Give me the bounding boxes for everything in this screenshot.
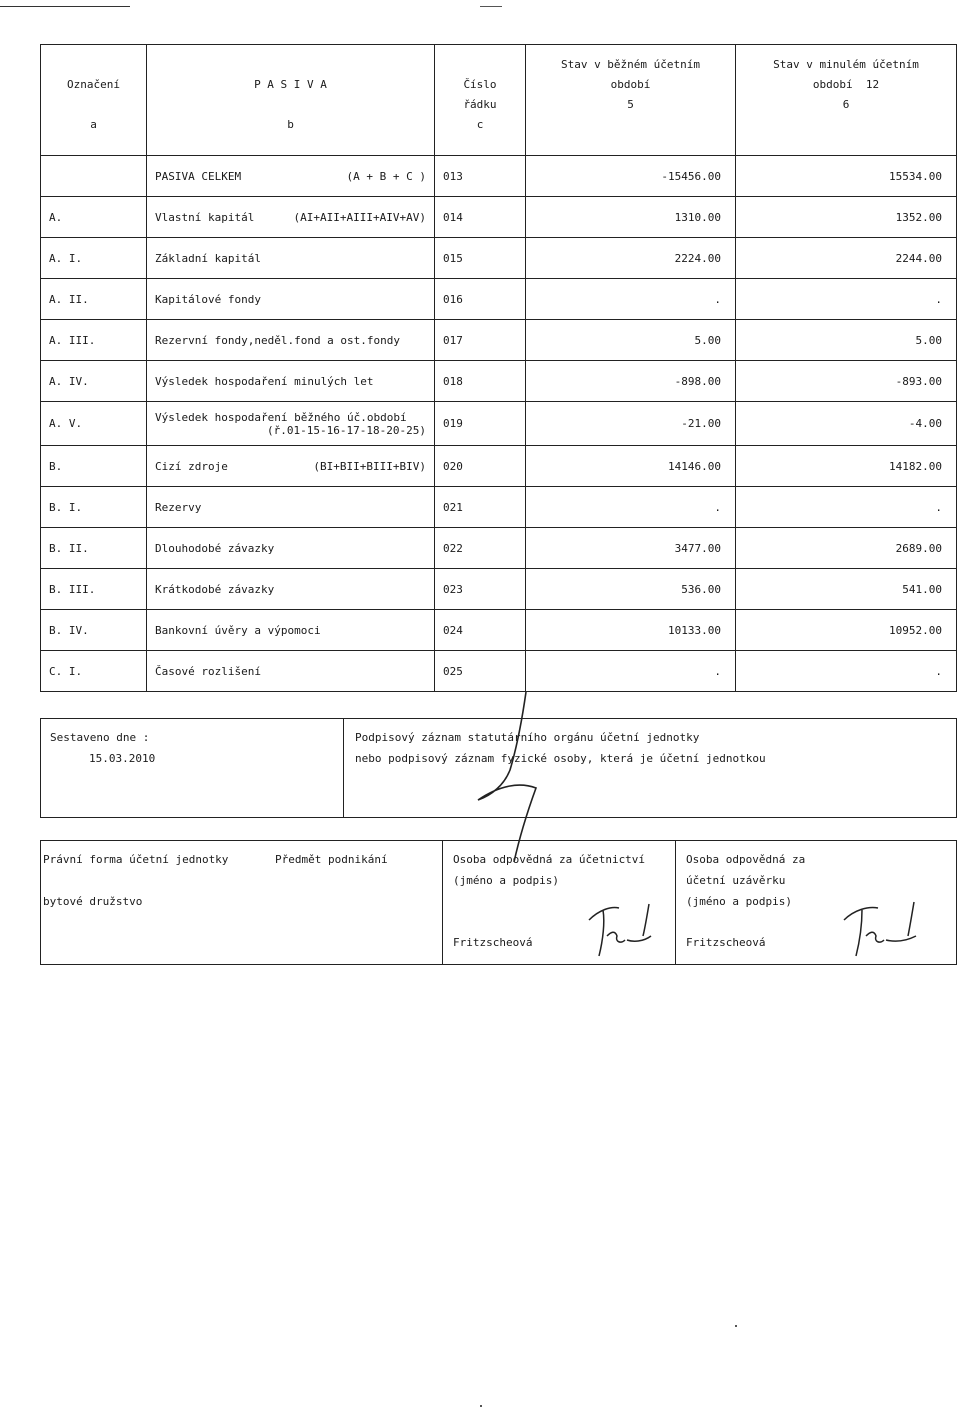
- row-code-cell: [41, 238, 147, 279]
- row-name: Rezervní fondy,neděl.fond a ost.fondy: [155, 333, 401, 347]
- row-code-cell: [41, 651, 147, 692]
- row-number-cell: [435, 320, 526, 361]
- row-current-value: .: [714, 664, 721, 678]
- header-pasiva: [147, 45, 435, 156]
- row-current-value-cell: [526, 446, 736, 487]
- row-previous-value-cell: [736, 569, 957, 610]
- row-number: 024: [443, 623, 463, 637]
- row-previous-value-cell: [736, 446, 957, 487]
- row-formula: (A + B + C ): [346, 169, 426, 183]
- speck: [480, 1405, 482, 1407]
- row-name-cell: [147, 361, 435, 402]
- row-previous-value: 2244.00: [895, 251, 942, 265]
- row-previous-value-cell: [736, 320, 957, 361]
- row-code: B. III.: [49, 582, 96, 596]
- row-name: Časové rozlišení: [155, 664, 261, 678]
- row-name-cell: [147, 610, 435, 651]
- row-code: A. II.: [49, 292, 89, 306]
- header-col-c: c: [476, 118, 484, 131]
- row-number: 014: [443, 210, 463, 224]
- header-cislo-line2: řádku: [463, 98, 497, 111]
- row-name-wrap: [155, 460, 426, 473]
- uzaverka-signature: [840, 898, 920, 960]
- row-name: Základní kapitál: [155, 251, 261, 265]
- row-number: 013: [443, 169, 463, 183]
- row-current-value-cell: [526, 279, 736, 320]
- row-number-cell: [435, 156, 526, 197]
- row-previous-value-cell: [736, 156, 957, 197]
- row-name-cell: [147, 569, 435, 610]
- row-name: Bankovní úvěry a výpomoci: [155, 623, 321, 637]
- row-number: 022: [443, 541, 463, 555]
- row-current-value: 536.00: [681, 582, 721, 596]
- header-pasiva-label: P A S I V A: [254, 78, 327, 91]
- row-name-cell: [147, 197, 435, 238]
- table-row: [41, 402, 957, 446]
- row-name-cell: [147, 651, 435, 692]
- row-name: PASIVA CELKEM: [155, 169, 242, 183]
- row-number: 016: [443, 292, 463, 306]
- row-previous-value-cell: [736, 528, 957, 569]
- row-name: Výsledek hospodaření běžného úč.období: [155, 410, 407, 424]
- footer-divider-1: [442, 841, 443, 964]
- row-name-cell: [147, 156, 435, 197]
- row-name: Vlastní kapitál: [155, 210, 255, 224]
- sestaveno-label: Sestaveno dne :: [50, 731, 150, 744]
- header-col-6: 6: [842, 98, 850, 111]
- row-current-value-cell: [526, 651, 736, 692]
- row-formula: (AI+AII+AIII+AIV+AV): [293, 210, 426, 224]
- row-previous-value-cell: [736, 238, 957, 279]
- row-code: A.: [49, 210, 63, 224]
- header-bezne-obdobi: [526, 45, 736, 156]
- row-current-value: -898.00: [674, 374, 721, 388]
- row-previous-value: 10952.00: [889, 623, 942, 637]
- table-row: [41, 156, 957, 197]
- table-row: [41, 361, 957, 402]
- ucetnictvi-line1: Osoba odpovědná za účetnictví: [453, 853, 646, 866]
- row-name-cell: [147, 446, 435, 487]
- row-previous-value: .: [935, 664, 942, 678]
- header-col-b: b: [287, 118, 294, 131]
- speck: [735, 1325, 737, 1327]
- row-number: 020: [443, 459, 463, 473]
- row-previous-value: 5.00: [915, 333, 942, 347]
- row-code-cell: [41, 279, 147, 320]
- row-number-cell: [435, 402, 526, 446]
- row-previous-value: 1352.00: [895, 210, 942, 224]
- row-name-cell: [147, 279, 435, 320]
- header-oznaceni: [41, 45, 147, 156]
- row-previous-value-cell: [736, 279, 957, 320]
- row-number-cell: [435, 361, 526, 402]
- row-number-cell: [435, 197, 526, 238]
- row-code-cell: [41, 569, 147, 610]
- row-name-cell: [147, 528, 435, 569]
- row-name-cell: [147, 402, 435, 446]
- table-row: [41, 446, 957, 487]
- row-code-cell: [41, 446, 147, 487]
- row-current-value: -21.00: [681, 417, 721, 430]
- table-row: [41, 569, 957, 610]
- row-number-cell: [435, 487, 526, 528]
- row-current-value-cell: [526, 197, 736, 238]
- row-number-cell: [435, 610, 526, 651]
- row-code: B. IV.: [49, 623, 89, 637]
- row-previous-value: 14182.00: [889, 459, 942, 473]
- uzaverka-line3: (jméno a podpis): [686, 895, 792, 908]
- header-col-a: a: [90, 118, 97, 131]
- row-current-value-cell: [526, 569, 736, 610]
- row-number: 019: [443, 417, 463, 430]
- row-code: A. V.: [49, 417, 83, 430]
- header-bezny-line1: Stav v běžném účetním: [560, 58, 701, 71]
- top-rule: [0, 6, 130, 7]
- row-number: 023: [443, 582, 463, 596]
- row-previous-value: 2689.00: [895, 541, 942, 555]
- row-current-value: 10133.00: [668, 623, 721, 637]
- row-number-cell: [435, 528, 526, 569]
- row-number: 015: [443, 251, 463, 265]
- header-minuly-12: 12: [865, 78, 880, 91]
- row-code-cell: [41, 156, 147, 197]
- row-name-cell: [147, 487, 435, 528]
- uzaverka-name: Fritzscheová: [686, 936, 766, 949]
- pravni-forma-label: Právní forma účetní jednotky: [43, 853, 229, 866]
- row-name-wrap: [155, 170, 426, 183]
- table-row: [41, 651, 957, 692]
- header-bezny-line2: období: [610, 78, 651, 91]
- table-header-row: [41, 45, 957, 156]
- row-formula: (ř.01-15-16-17-18-20-25): [267, 423, 426, 437]
- row-name-cell: [147, 238, 435, 279]
- row-code: B. I.: [49, 500, 83, 514]
- row-code-cell: [41, 487, 147, 528]
- header-oznaceni-label: Označení: [67, 78, 120, 91]
- row-current-value-cell: [526, 528, 736, 569]
- header-minuly-line2: období: [812, 78, 853, 91]
- pravni-forma-value: bytové družstvo: [43, 895, 143, 908]
- row-code-cell: [41, 610, 147, 651]
- row-previous-value-cell: [736, 651, 957, 692]
- row-code: B. II.: [49, 541, 89, 555]
- row-code: A. IV.: [49, 374, 89, 388]
- row-code: B.: [49, 459, 63, 473]
- header-minuly-line1: Stav v minulém účetním: [773, 58, 919, 71]
- row-name-wrap: [155, 211, 426, 224]
- row-current-value: .: [714, 500, 721, 514]
- row-current-value-cell: [526, 156, 736, 197]
- row-code: A. I.: [49, 251, 83, 265]
- statutory-signature: [470, 690, 550, 865]
- row-current-value: .: [714, 292, 721, 306]
- row-code: A. III.: [49, 333, 96, 347]
- uzaverka-line1: Osoba odpovědná za: [686, 853, 806, 866]
- row-current-value-cell: [526, 361, 736, 402]
- row-previous-value: -4.00: [908, 417, 942, 430]
- row-current-value: 1310.00: [674, 210, 721, 224]
- row-code-cell: [41, 361, 147, 402]
- row-number-cell: [435, 279, 526, 320]
- row-current-value: -15456.00: [661, 169, 721, 183]
- uzaverka-line2: účetní uzávěrku: [686, 874, 786, 887]
- table-row: [41, 528, 957, 569]
- row-previous-value-cell: [736, 402, 957, 446]
- row-code-cell: [41, 528, 147, 569]
- row-current-value-cell: [526, 238, 736, 279]
- header-minuly-line2-wrap: [744, 75, 948, 95]
- row-current-value-cell: [526, 320, 736, 361]
- table-row: [41, 238, 957, 279]
- podpis-line1: Podpisový záznam statutárního orgánu účetní jednotky: [355, 731, 700, 744]
- pasiva-table: [40, 44, 957, 692]
- predmet-label: Předmět podnikání: [275, 853, 388, 866]
- row-previous-value: .: [935, 500, 942, 514]
- row-number-cell: [435, 651, 526, 692]
- row-previous-value: .: [935, 292, 942, 306]
- row-code-cell: [41, 197, 147, 238]
- row-number: 018: [443, 374, 463, 388]
- row-name: Cizí zdroje: [155, 459, 228, 473]
- ucetnictvi-name: Fritzscheová: [453, 936, 533, 949]
- sestaveno-date: 15.03.2010: [89, 752, 156, 765]
- table-row: [41, 320, 957, 361]
- row-current-value-cell: [526, 610, 736, 651]
- row-previous-value-cell: [736, 197, 957, 238]
- row-name-cell: [147, 320, 435, 361]
- row-previous-value-cell: [736, 361, 957, 402]
- row-number: 021: [443, 500, 463, 514]
- ucetnictvi-signature: [585, 900, 655, 960]
- row-name: Kapitálové fondy: [155, 292, 261, 306]
- row-code-cell: [41, 402, 147, 446]
- row-number: 017: [443, 333, 463, 347]
- table-row: [41, 279, 957, 320]
- row-number-cell: [435, 446, 526, 487]
- row-current-value-cell: [526, 487, 736, 528]
- row-current-value: 5.00: [694, 333, 721, 347]
- podpis-line2: nebo podpisový záznam fyzické osoby, která je účetní jednotkou: [355, 752, 766, 765]
- row-formula: (BI+BII+BIII+BIV): [313, 459, 426, 473]
- ucetnictvi-line2: (jméno a podpis): [453, 874, 559, 887]
- row-current-value: 2224.00: [674, 251, 721, 265]
- header-cislo-line1: Číslo: [463, 78, 497, 91]
- header-cislo: [435, 45, 526, 156]
- footer-divider-2: [675, 841, 676, 964]
- table-row: [41, 610, 957, 651]
- row-current-value: 14146.00: [668, 459, 721, 473]
- row-previous-value: 541.00: [902, 582, 942, 596]
- header-minule-obdobi: [736, 45, 957, 156]
- row-name: Rezervy: [155, 500, 202, 514]
- row-previous-value-cell: [736, 610, 957, 651]
- row-current-value: 3477.00: [674, 541, 721, 555]
- row-current-value-cell: [526, 402, 736, 446]
- table-row: [41, 487, 957, 528]
- row-previous-value-cell: [736, 487, 957, 528]
- top-rule-short: [480, 6, 502, 7]
- row-previous-value: -893.00: [895, 374, 942, 388]
- row-number-cell: [435, 569, 526, 610]
- table-row: [41, 197, 957, 238]
- row-name: Krátkodobé závazky: [155, 582, 275, 596]
- row-name: Výsledek hospodaření minulých let: [155, 374, 374, 388]
- row-previous-value: 15534.00: [889, 169, 942, 183]
- row-code: C. I.: [49, 664, 83, 678]
- header-col-5: 5: [627, 98, 634, 111]
- row-number-cell: [435, 238, 526, 279]
- row-number: 025: [443, 664, 463, 678]
- row-code-cell: [41, 320, 147, 361]
- row-name: Dlouhodobé závazky: [155, 541, 275, 555]
